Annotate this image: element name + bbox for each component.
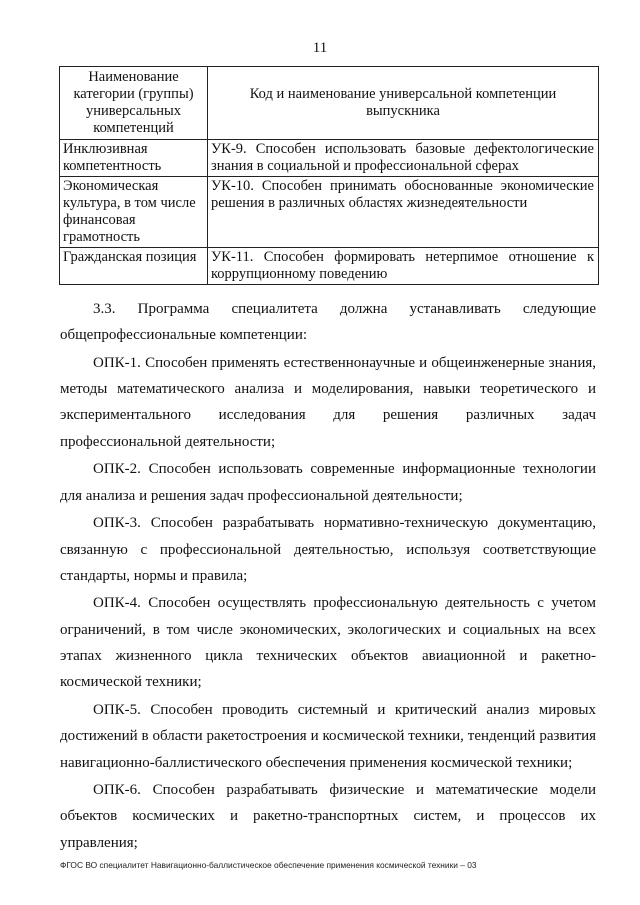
table-row bbox=[60, 140, 599, 177]
table-cell-competence: УК-10. Способен принимать обоснованные экономические решения в различных областях жизнедеятельности bbox=[208, 177, 599, 248]
table-cell-category: Инклюзивная компетентность bbox=[60, 140, 208, 177]
page-number: 11 bbox=[312, 40, 328, 56]
paragraph-intro: 3.3. Программа специалитета должна устанавливать следующие общепрофессиональные компетенции: bbox=[60, 301, 596, 344]
page-footer: ФГОС ВО специалитет Навигационно-баллистическое обеспечение применения космической техники – 03 bbox=[60, 860, 477, 870]
table-cell-category: Экономическая культура, в том числе финансовая грамотность bbox=[60, 177, 208, 248]
competence-table bbox=[59, 66, 599, 285]
paragraph-opk-4: ОПК-4. Способен осуществлять профессиональную деятельность с учетом ограничений, в том числе экономических, экологических и социальных на всех этапах жизненного цикла технических объектов авиационной и ракетно-космической техники; bbox=[60, 595, 596, 691]
table-header-competence: Код и наименование универсальной компетенции выпускника bbox=[208, 67, 599, 140]
paragraph-opk-5: ОПК-5. Способен проводить системный и критический анализ мировых достижений в области ракетостроения и космической техники, тенденций развития навигационно-баллистического обеспечения применения космической техники; bbox=[60, 701, 596, 771]
paragraph-opk-3: ОПК-3. Способен разрабатывать нормативно-техническую документацию, связанную с профессиональной деятельностью, используя соответствующие стандарты, нормы и правила; bbox=[60, 515, 596, 584]
table-header-row bbox=[60, 67, 599, 140]
table-header-category: Наименование категории (группы) универсальных компетенций bbox=[60, 67, 208, 140]
paragraph-opk-1: ОПК-1. Способен применять естественнонаучные и общеинженерные знания, методы математического анализа и моделирования, навыки теоретического и экспериментального исследования для решения различных задач профессиональной деятельности; bbox=[60, 354, 596, 450]
table-row bbox=[60, 248, 599, 285]
paragraph-opk-6: ОПК-6. Способен разрабатывать физические и математические модели объектов космических и ракетно-транспортных систем, и процессов их управления; bbox=[60, 782, 596, 851]
table-cell-competence: УК-9. Способен использовать базовые дефектологические знания в социальной и профессиональной сферах bbox=[208, 140, 599, 177]
table-cell-competence: УК-11. Способен формировать нетерпимое отношение к коррупционному поведению bbox=[208, 248, 599, 285]
table-row bbox=[60, 177, 599, 248]
body-text bbox=[60, 296, 596, 857]
table-cell-category: Гражданская позиция bbox=[60, 248, 208, 285]
paragraph-opk-2: ОПК-2. Способен использовать современные информационные технологии для анализа и решения задач профессиональной деятельности; bbox=[60, 461, 596, 504]
